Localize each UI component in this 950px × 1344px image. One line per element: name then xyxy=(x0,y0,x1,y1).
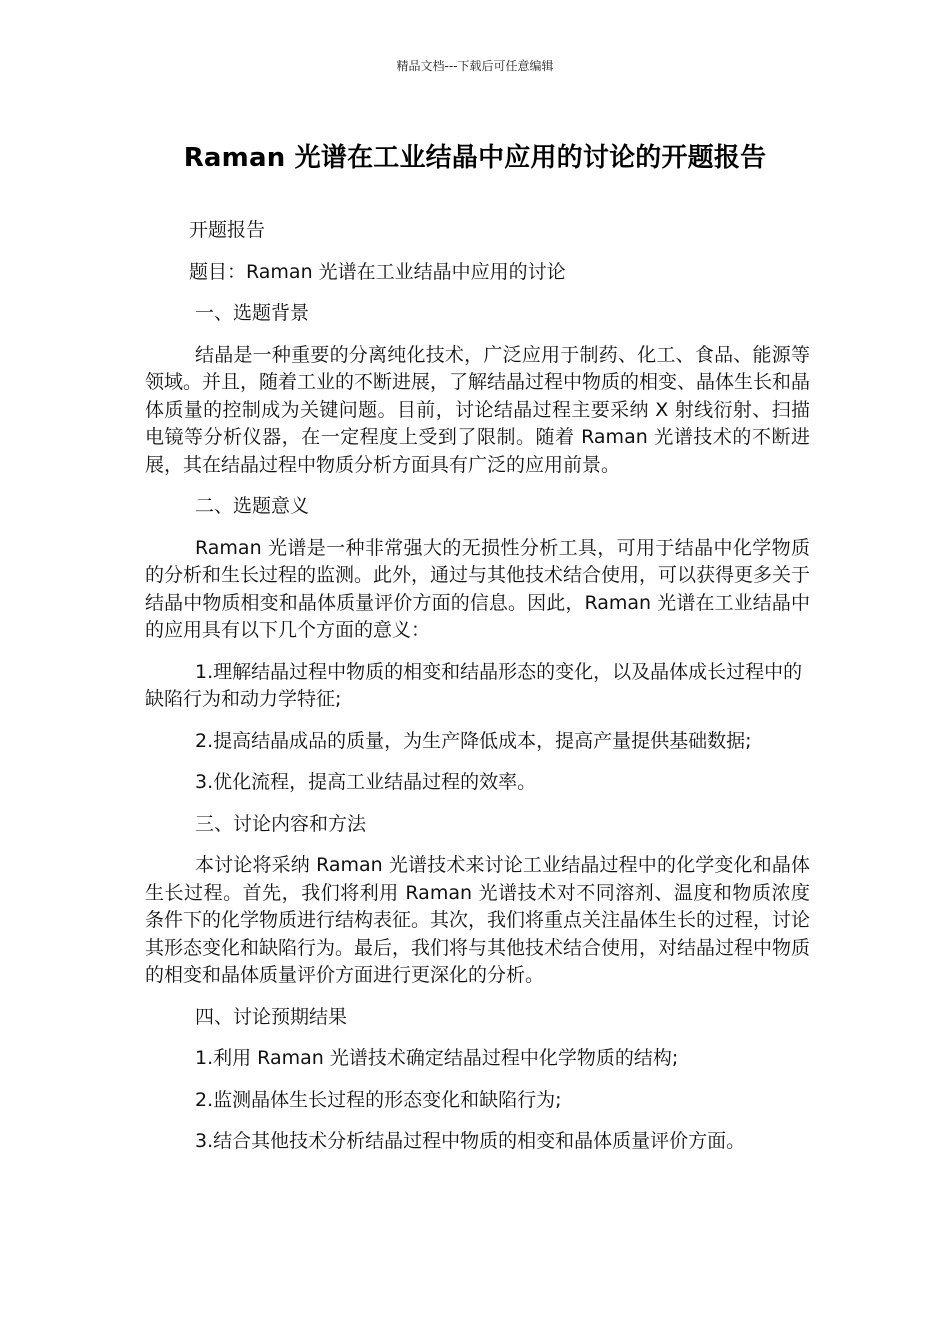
topic-line: 题目：Raman 光谱在工业结晶中应用的讨论 xyxy=(189,260,566,283)
significance-item-2: 2.提高结晶成品的质量，为生产降低成本，提高产量提供基础数据; xyxy=(195,729,752,752)
significance-item-1: 1.理解结晶过程中物质的相变和结晶形态的变化，以及晶体成长过程中的缺陷行为和动力学特征; xyxy=(145,660,803,710)
significance-item-3: 3.优化流程，提高工业结晶过程的效率。 xyxy=(195,771,537,793)
section-heading-background: 一、选题背景 xyxy=(195,302,310,324)
result-item-2: 2.监测晶体生长过程的形态变化和缺陷行为; xyxy=(195,1088,562,1111)
page-header: 精品文档---下载后可任意编辑 xyxy=(396,59,554,73)
paragraph-significance: Raman 光谱是一种非常强大的无损性分析工具，可用于结晶中化学物质的分析和生长过程的监测。此外，通过与其他技术结合使用，可以获得更多关于结晶中物质相变和晶体质量评价方面的信息。因此，Raman 光谱在工业结晶中的应用具有以下几个方面的意义： xyxy=(145,536,811,641)
section-heading-significance: 二、选题意义 xyxy=(195,495,310,517)
document-title: Raman 光谱在工业结晶中应用的讨论的开题报告 xyxy=(183,143,767,173)
result-item-3: 3.结合其他技术分析结晶过程中物质的相变和晶体质量评价方面。 xyxy=(195,1130,746,1152)
report-label: 开题报告 xyxy=(189,219,266,241)
paragraph-content-method: 本讨论将采纳 Raman 光谱技术来讨论工业结晶过程中的化学变化和晶体生长过程。首先，我们将利用 Raman 光谱技术对不同溶剂、温度和物质浓度条件下的化学物质进行结构表征。其次，我们将重点关注晶体生长的过程，讨论其形态变化和缺陷行为。最后，我们将与其他技术结合使用，对结晶过程中物质的相变和晶体质量评价方面进行更深化的分析。 xyxy=(145,854,811,986)
document-body xyxy=(145,217,810,1170)
result-item-1: 1.利用 Raman 光谱技术确定结晶过程中化学物质的结构; xyxy=(195,1047,679,1069)
section-heading-expected-results: 四、讨论预期结果 xyxy=(195,1005,348,1028)
section-heading-content-method: 三、讨论内容和方法 xyxy=(195,812,367,835)
paragraph-background: 结晶是一种重要的分离纯化技术，广泛应用于制药、化工、食品、能源等领域。并且，随着工业的不断进展，了解结晶过程中物质的相变、晶体生长和晶体质量的控制成为关键问题。目前，讨论结晶过程主要采纳 X 射线衍射、扫描电镜等分析仪器，在一定程度上受到了限制。随着 Raman 光谱技术的不断进展，其在结晶过程中物质分析方面具有广泛的应用前景。 xyxy=(145,343,811,476)
